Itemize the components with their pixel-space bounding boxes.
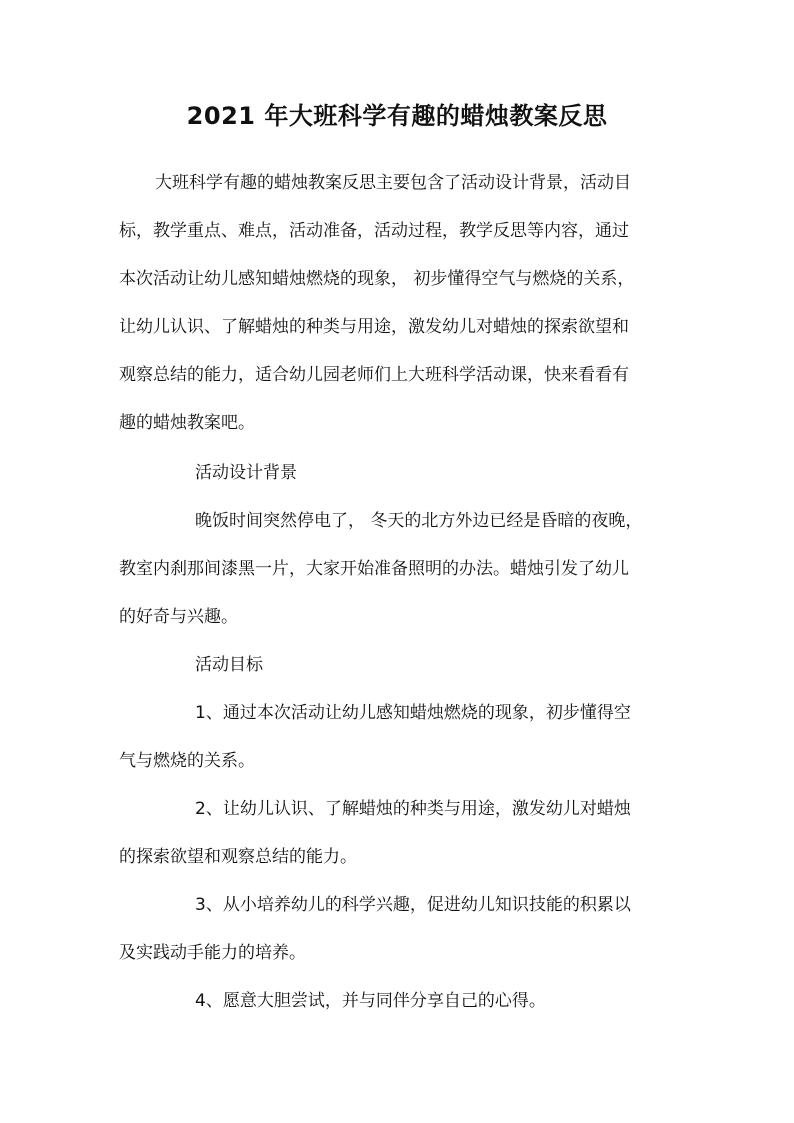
paragraph-line: 大班科学有趣的蜡烛教案反思主要包含了活动设计背景，活动目 [155,173,631,193]
list-item-line: 2、让幼儿认识、了解蜡烛的种类与用途，激发幼儿对蜡烛 [195,799,631,819]
page-title: 2021 年大班科学有趣的蜡烛教案反思 [186,102,608,130]
list-item-line: 的探索欲望和观察总结的能力。 [119,847,357,867]
list-item-line: 气与燃烧的关系。 [119,751,255,771]
paragraph-line: 观察总结的能力，适合幼儿园老师们上大班科学活动课，快来看看有 [119,365,629,385]
list-item [119,689,684,785]
list-item-line: 3、从小培养幼儿的科学兴趣，促进幼儿知识技能的积累以 [195,895,631,915]
list-item-line: 1、通过本次活动让幼儿感知蜡烛燃烧的现象，初步懂得空 [195,703,631,723]
paragraph-line: 晚饭时间突然停电了， 冬天的北方外边已经是昏暗的夜晚， [195,511,643,531]
list-item-line: 4、愿意大胆尝试，并与同伴分享自己的心得。 [195,991,546,1011]
paragraph-line: 标，教学重点、难点，活动准备，活动过程，教学反思等内容，通过 [119,221,629,241]
list-item [119,977,684,1025]
paragraph-line: 让幼儿认识、了解蜡烛的种类与用途，激发幼儿对蜡烛的探索欲望和 [119,317,629,337]
section-heading-background [119,449,684,497]
paragraph-line: 趣的蜡烛教案吧。 [119,413,255,433]
list-item-line: 及实践动手能力的培养。 [119,943,306,963]
paragraph-line: 的好奇与兴趣。 [119,607,238,627]
background-paragraph [119,497,684,641]
section-heading: 活动设计背景 [195,463,297,483]
section-heading-goals [119,641,684,689]
intro-paragraph [119,159,684,447]
goals-list [119,689,684,1025]
list-item [119,785,684,881]
list-item [119,881,684,977]
section-heading: 活动目标 [195,655,263,675]
paragraph-line: 本次活动让幼儿感知蜡烛燃烧的现象， 初步懂得空气与燃烧的关系， [119,269,635,289]
paragraph-line: 教室内刹那间漆黑一片，大家开始准备照明的办法。蜡烛引发了幼儿 [119,559,629,579]
